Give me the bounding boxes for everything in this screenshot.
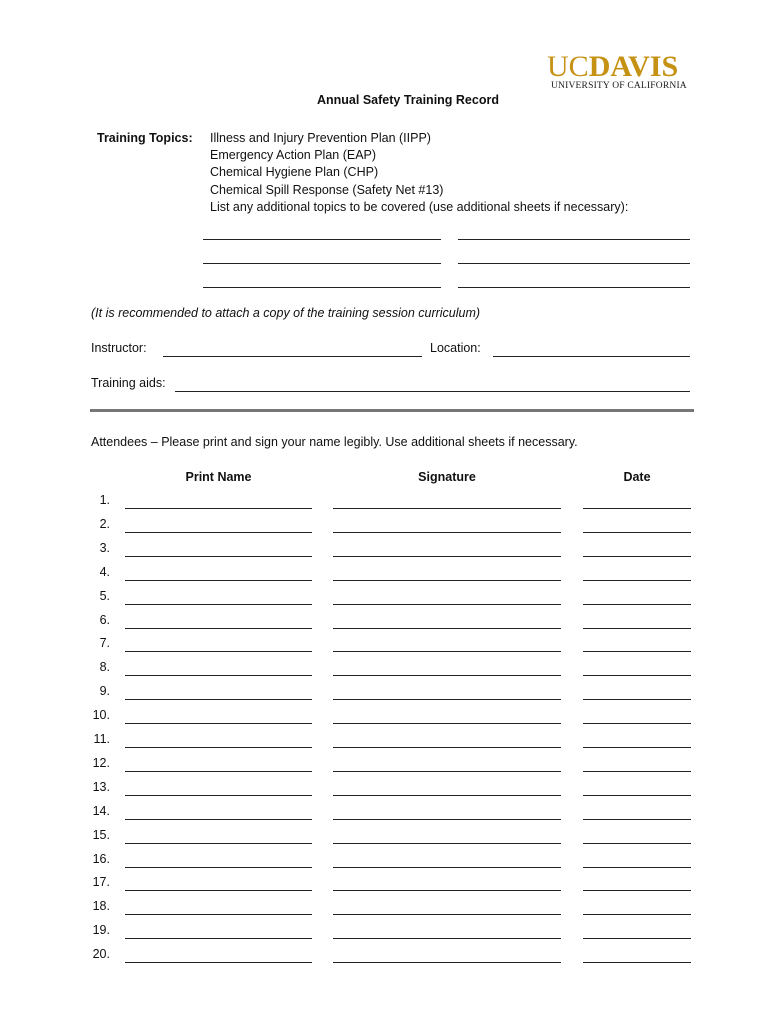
signature-field[interactable] (333, 651, 561, 652)
signature-field[interactable] (333, 914, 561, 915)
signature-field[interactable] (333, 747, 561, 748)
date-field[interactable] (583, 843, 691, 844)
column-header-date: Date (623, 470, 651, 484)
additional-topic-field[interactable] (458, 287, 690, 288)
date-field[interactable] (583, 508, 691, 509)
row-number: 11. (93, 732, 110, 746)
page-title: Annual Safety Training Record (317, 93, 499, 107)
additional-topic-field[interactable] (458, 263, 690, 264)
logo-uc: UC (547, 50, 589, 83)
date-field[interactable] (583, 723, 691, 724)
print-name-field[interactable] (125, 675, 312, 676)
topic-item: Chemical Spill Response (Safety Net #13) (210, 183, 444, 197)
print-name-field[interactable] (125, 795, 312, 796)
signature-field[interactable] (333, 628, 561, 629)
topic-item: Illness and Injury Prevention Plan (IIPP) (210, 131, 431, 145)
print-name-field[interactable] (125, 819, 312, 820)
print-name-field[interactable] (125, 604, 312, 605)
signature-field[interactable] (333, 843, 561, 844)
date-field[interactable] (583, 675, 691, 676)
date-field[interactable] (583, 699, 691, 700)
section-divider (90, 409, 694, 412)
print-name-field[interactable] (125, 628, 312, 629)
row-number: 3. (99, 541, 110, 555)
signature-field[interactable] (333, 675, 561, 676)
column-header-print-name: Print Name (185, 470, 252, 484)
signature-field[interactable] (333, 508, 561, 509)
print-name-field[interactable] (125, 508, 312, 509)
signature-field[interactable] (333, 938, 561, 939)
row-number: 17. (92, 875, 110, 889)
row-number: 10. (92, 708, 110, 722)
instructor-label: Instructor: (91, 341, 147, 355)
print-name-field[interactable] (125, 556, 312, 557)
date-field[interactable] (583, 819, 691, 820)
date-field[interactable] (583, 795, 691, 796)
row-number: 15. (92, 828, 110, 842)
signature-field[interactable] (333, 867, 561, 868)
signature-field[interactable] (333, 962, 561, 963)
print-name-field[interactable] (125, 723, 312, 724)
row-number: 13. (92, 780, 110, 794)
date-field[interactable] (583, 747, 691, 748)
row-number: 8. (99, 660, 110, 674)
logo-davis: DAVIS (588, 50, 679, 83)
print-name-field[interactable] (125, 532, 312, 533)
attendees-instructions: Attendees – Please print and sign your name legibly. Use additional sheets if necessary. (91, 435, 578, 449)
date-field[interactable] (583, 628, 691, 629)
row-number: 7. (99, 636, 110, 650)
row-number: 5. (99, 589, 110, 603)
print-name-field[interactable] (125, 651, 312, 652)
date-field[interactable] (583, 580, 691, 581)
location-label: Location: (430, 341, 481, 355)
topic-item: List any additional topics to be covered (use additional sheets if necessary): (210, 200, 629, 214)
print-name-field[interactable] (125, 890, 312, 891)
curriculum-note: (It is recommended to attach a copy of the training session curriculum) (91, 306, 481, 320)
date-field[interactable] (583, 532, 691, 533)
signature-field[interactable] (333, 771, 561, 772)
row-number: 9. (99, 684, 110, 698)
instructor-field[interactable] (163, 356, 422, 357)
print-name-field[interactable] (125, 938, 312, 939)
date-field[interactable] (583, 604, 691, 605)
print-name-field[interactable] (125, 771, 312, 772)
print-name-field[interactable] (125, 962, 312, 963)
row-number: 2. (99, 517, 110, 531)
row-number: 12. (92, 756, 110, 770)
date-field[interactable] (583, 651, 691, 652)
signature-field[interactable] (333, 723, 561, 724)
date-field[interactable] (583, 914, 691, 915)
row-number: 4. (99, 565, 110, 579)
row-number: 20. (92, 947, 110, 961)
training-aids-label: Training aids: (91, 376, 166, 390)
additional-topic-field[interactable] (458, 239, 690, 240)
print-name-field[interactable] (125, 914, 312, 915)
row-number: 14. (92, 804, 110, 818)
uc-davis-logo (547, 52, 678, 82)
topic-item: Emergency Action Plan (EAP) (210, 148, 377, 162)
date-field[interactable] (583, 890, 691, 891)
additional-topic-field[interactable] (203, 287, 441, 288)
location-field[interactable] (493, 356, 690, 357)
print-name-field[interactable] (125, 843, 312, 844)
row-number: 1. (99, 493, 110, 507)
date-field[interactable] (583, 771, 691, 772)
signature-field[interactable] (333, 580, 561, 581)
topic-item: Chemical Hygiene Plan (CHP) (210, 165, 379, 179)
additional-topic-field[interactable] (203, 263, 441, 264)
date-field[interactable] (583, 556, 691, 557)
column-header-signature: Signature (418, 470, 476, 484)
signature-field[interactable] (333, 532, 561, 533)
signature-field[interactable] (333, 699, 561, 700)
signature-field[interactable] (333, 604, 561, 605)
training-aids-field[interactable] (175, 391, 690, 392)
signature-field[interactable] (333, 890, 561, 891)
logo-subtitle: UNIVERSITY OF CALIFORNIA (551, 81, 687, 91)
date-field[interactable] (583, 938, 691, 939)
print-name-field[interactable] (125, 699, 312, 700)
print-name-field[interactable] (125, 580, 312, 581)
print-name-field[interactable] (125, 747, 312, 748)
training-topics-label: Training Topics: (97, 131, 193, 145)
additional-topic-field[interactable] (203, 239, 441, 240)
date-field[interactable] (583, 867, 691, 868)
row-number: 6. (99, 613, 110, 627)
print-name-field[interactable] (125, 867, 312, 868)
signature-field[interactable] (333, 795, 561, 796)
signature-field[interactable] (333, 819, 561, 820)
row-number: 19. (92, 923, 110, 937)
date-field[interactable] (583, 962, 691, 963)
row-number: 16. (92, 852, 110, 866)
row-number: 18. (92, 899, 110, 913)
signature-field[interactable] (333, 556, 561, 557)
